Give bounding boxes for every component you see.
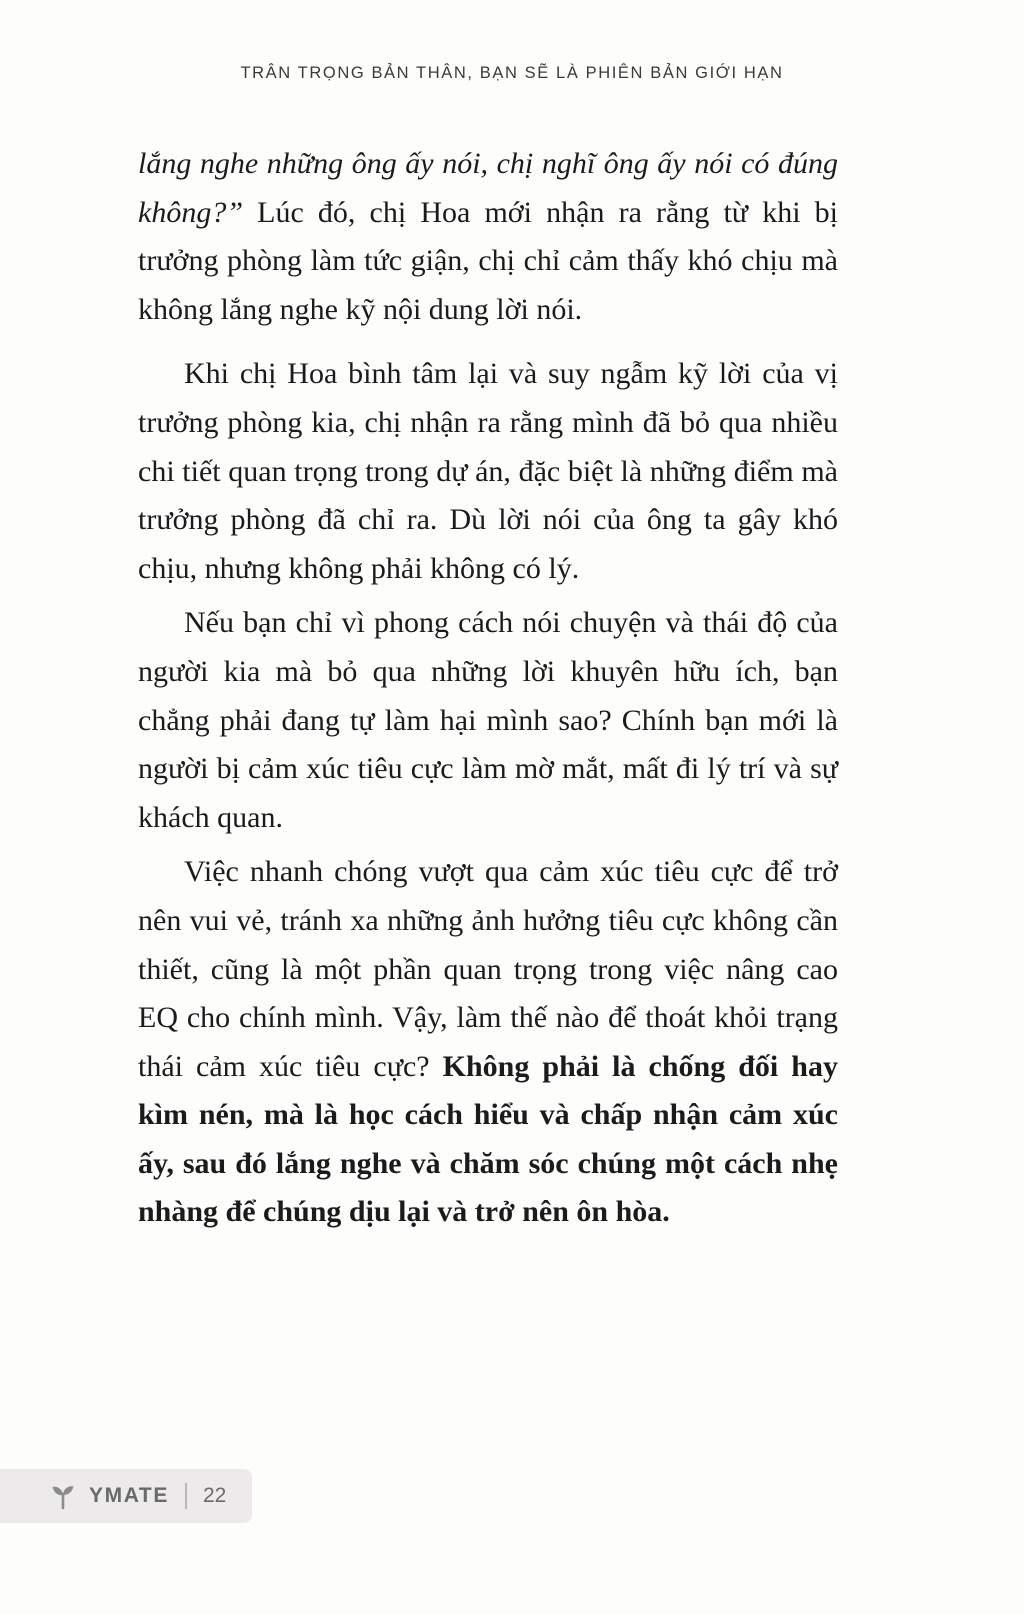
paragraph-1 <box>138 140 838 334</box>
paragraph-3: Nếu bạn chỉ vì phong cách nói chuyện và thái độ của người kia mà bỏ qua những lời khuyên hữu ích, bạn chẳng phải đang tự làm hại mình sao? Chính bạn mới là người bị cảm xúc tiêu cực làm mờ mắt, mất đi lý trí và sự khách quan. <box>138 606 838 834</box>
page-body <box>138 140 838 1243</box>
running-header: TRÂN TRỌNG BẢN THÂN, BẠN SẼ LÀ PHIÊN BẢN GIỚI HẠN <box>240 64 784 82</box>
paragraph-4-text: Việc nhanh chóng vượt qua cảm xúc tiêu cực để trở nên vui vẻ, tránh xa những ảnh hưởng tiêu cực không cần thiết, cũng là một phần quan trọng trong việc nâng cao EQ cho chính mình. Vậy, làm thế nào để thoát khỏi trạng thái cảm xúc tiêu cực? <box>138 855 838 1083</box>
footer-divider <box>185 1483 187 1509</box>
paragraph-1-text: Lúc đó, chị Hoa mới nhận ra rằng từ khi bị trưởng phòng làm tức giận, chị chỉ cảm thấy khó chịu mà không lắng nghe kỹ nội dung lời nói. <box>138 195 838 326</box>
footer-badge <box>0 1469 252 1523</box>
brand-name: YMATE <box>89 1484 169 1507</box>
paragraph-4 <box>138 848 838 1237</box>
paragraph-4-bold: Không phải là chống đối hay kìm nén, mà là học cách hiểu và chấp nhận cảm xúc ấy, sau đó lắng nghe và chăm sóc chúng một cách nhẹ nhàng để chúng dịu lại và trở nên ôn hòa. <box>138 1049 838 1229</box>
sprout-leaf-icon <box>48 1481 78 1511</box>
paragraph-1-italic-lead: lắng nghe những ông ấy nói, chị nghĩ ông ấy nói có đúng không?” <box>138 147 838 229</box>
paragraph-2: Khi chị Hoa bình tâm lại và suy ngẫm kỹ lời của vị trưởng phòng kia, chị nhận ra rằng mình đã bỏ qua nhiều chi tiết quan trọng trong dự án, đặc biệt là những điểm mà trưởng phòng đã chỉ ra. Dù lời nói của ông ta gây khó chịu, nhưng không phải không có lý. <box>138 357 838 585</box>
page-number: 22 <box>202 1484 227 1507</box>
